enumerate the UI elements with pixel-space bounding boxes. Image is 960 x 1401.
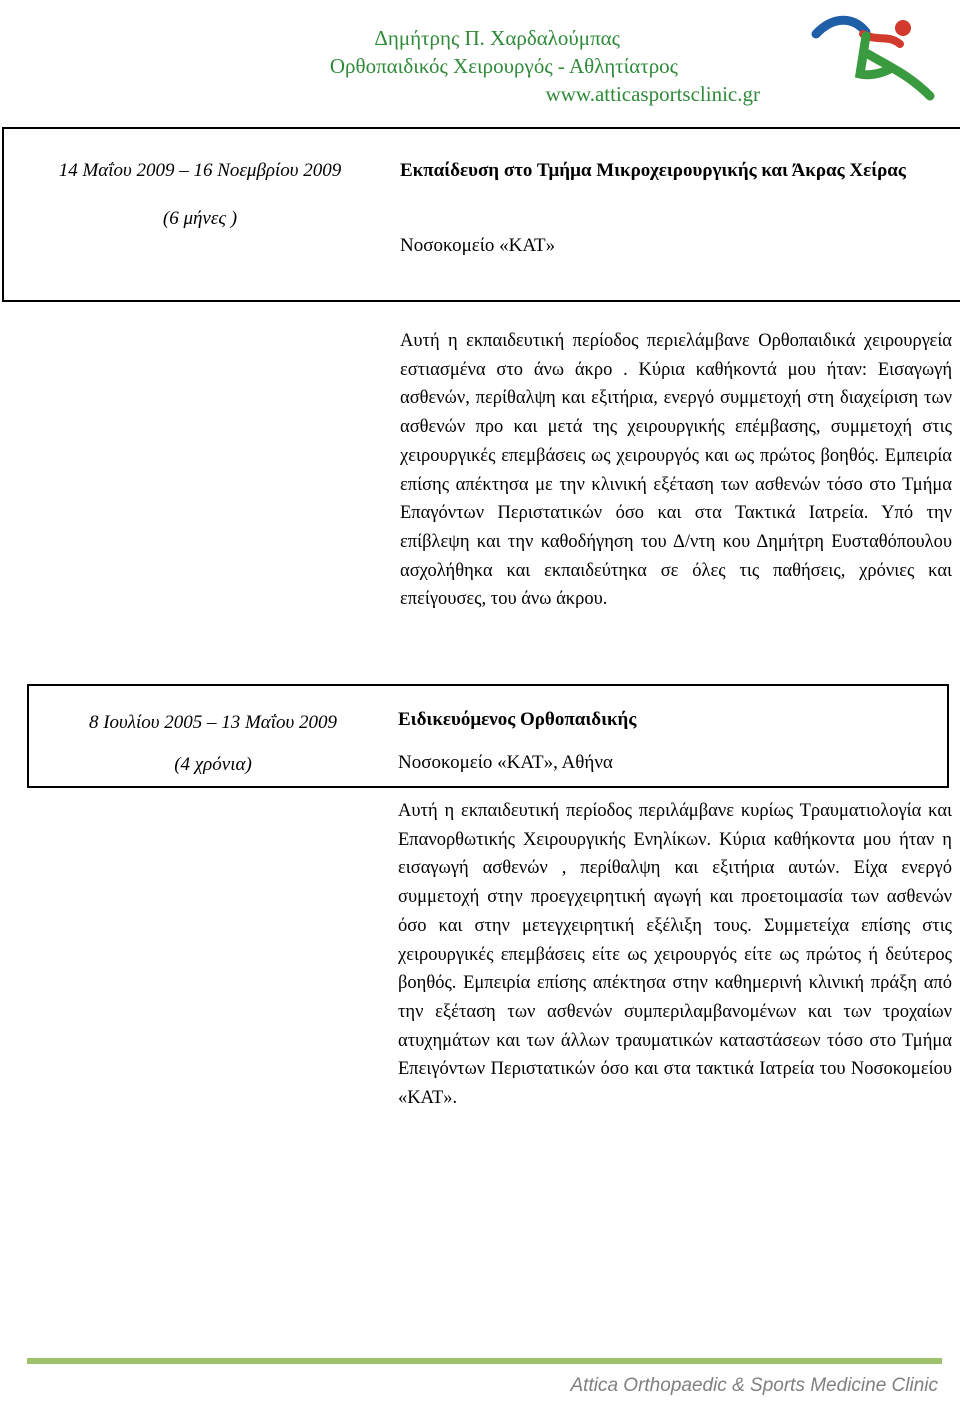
entry-1-duration: (6 μήνες ) (162, 208, 238, 229)
entry-1-period (20, 158, 380, 232)
page-header (0, 24, 960, 114)
doctor-name: Δημήτρης Π. Χαρδαλούμπας (374, 26, 620, 50)
entry-2-period (28, 710, 398, 778)
entry-2-duration: (4 χρόνια) (174, 754, 252, 775)
footer-clinic-name: Attica Orthopaedic & Sports Medicine Clinic (570, 1375, 938, 1396)
entry-1-dates: 14 Μαΐου 2009 – 16 Νοεμβρίου 2009 (58, 160, 342, 181)
entry-2-heading: Ειδικευόμενος Ορθοπαιδικής (398, 709, 637, 730)
entry-2-hospital: Νοσοκομείο «ΚΑΤ», Αθήνα (398, 752, 613, 773)
entry-1-description: Αυτή η εκπαιδευτική περίοδος περιελάμβανε Ορθοπαιδικά χειρουργεία εστιασμένα στο άνω άκρο . Κύρια καθήκοντά μου ήταν: Εισαγωγή ασθενών, περίθαλψη και εξιτήρια, ενεργό συμμετοχή στη διαχείριση των ασθενών προ και μετά της χειρουργικής επέμβασης, συμμετοχή στις χειρουργικές επεμβάσεις ως χειρουργός και ως πρώτος βοηθός. Εμπειρία επίσης απέκτησα με την κλινική εξέταση των ασθενών τόσο στο Τμήμα Επαγόντων Περιστατικών όσο και στα Τακτικά Ιατρεία. Υπό την επίβλεψη και την καθοδήγηση του Δ/ντη κου Δημήτρη Ευσταθόπουλου ασχολήθηκα και εκπαιδεύτηκα σε όλες τις παθήσεις, χρόνιες και επείγουσες, του άνω άκρου. (400, 331, 952, 610)
entry-1-heading: Εκπαίδευση στο Τμήμα Μικροχειρουργικής και Άκρας Χείρας (400, 160, 906, 181)
footer-divider (27, 1358, 942, 1364)
entry-2-description: Αυτή η εκπαιδευτική περίοδος περιλάμβανε κυρίως Τραυματιολογία και Επανορθωτικής Χειρουργικής Ενηλίκων. Κύρια καθήκοντα μου ήταν η εισαγωγή ασθενών , περίθαλψη και εξιτήρια αυτών. Είχα ενεργό συμμετοχή στην προεγχειρητική αγωγή και προετοιμασία των ασθενών όσο και στην μετεγχειρητική εξέλιξη τους. Συμμετείχα επίσης στις χειρουργικές επεμβάσεις είτε ως χειρουργός είτε ως πρώτος ή δεύτερος βοηθός. Εμπειρία επίσης απέκτησα στην καθημερινή κλινική πράξη από την εξέταση των ασθενών συμπεριλαμβανομένων και των τροχαίων ατυχημάτων και των άλλων τραυματικών καταστάσεων τόσο στο Τμήμα Επειγόντων Περιστατικών όσο και στα τακτικά Ιατρεία του Νοσοκομείου «ΚΑΤ». (398, 801, 952, 1109)
entry-2-dates: 8 Ιουλίου 2005 – 13 Μαΐου 2009 (88, 712, 338, 733)
entry-1-hospital: Νοσοκομείο «ΚΑΤ» (400, 235, 556, 256)
clinic-logo-icon (808, 14, 938, 110)
website-url[interactable]: www.atticasportsclinic.gr (545, 82, 760, 106)
doctor-title: Ορθοπαιδικός Χειρουργός - Αθλητίατρος (329, 54, 678, 78)
